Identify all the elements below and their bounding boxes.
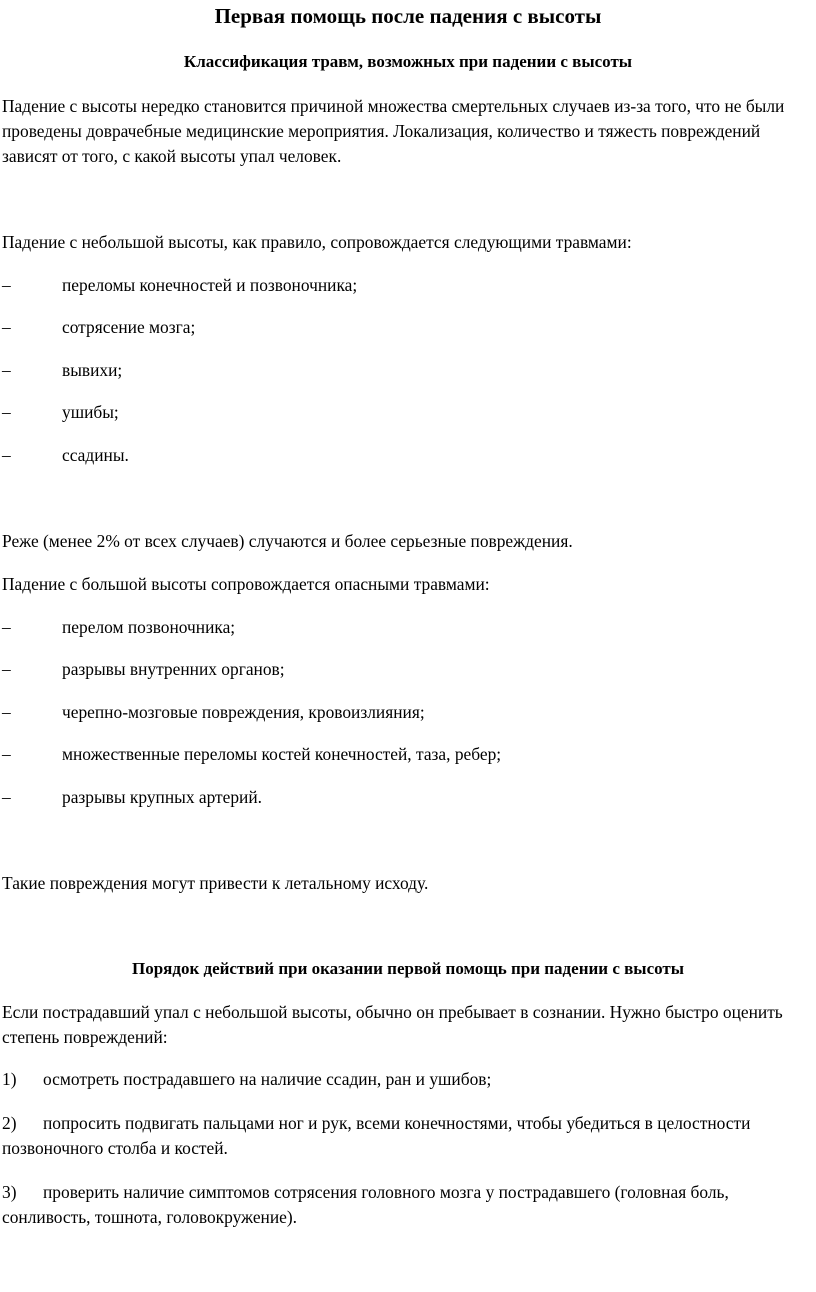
numbered-step [2, 1067, 812, 1092]
list-item-text: разрывы крупных артерий. [62, 787, 263, 807]
list-item [2, 785, 812, 810]
dash-bullet: – [2, 787, 11, 807]
list-item-text: переломы конечностей и позвоночника; [62, 275, 358, 295]
dash-bullet: – [2, 445, 11, 465]
list-item [2, 273, 812, 298]
section-heading-actions: Порядок действий при оказании первой помощь при падении с высоты [131, 959, 685, 978]
low-height-lead: Падение с небольшой высоты, как правило, сопровождается следующими травмами: [2, 232, 632, 252]
list-item-text: множественные переломы костей конечностей, таза, ребер; [62, 744, 502, 764]
list-item [2, 358, 812, 383]
step-number: 1) [2, 1069, 17, 1089]
list-item-text: ссадины. [62, 445, 129, 465]
outcome-paragraph: Такие повреждения могут привести к летальному исходу. [2, 873, 429, 893]
list-item [2, 615, 812, 640]
dash-bullet: – [2, 744, 11, 764]
dash-bullet: – [2, 402, 11, 422]
dash-bullet: – [2, 659, 11, 679]
step-text: проверить наличие симптомов сотрясения головного мозга у пострадавшего (головная боль, сонливость, тошнота, головокружение). [2, 1182, 729, 1227]
list-item [2, 700, 812, 725]
step-text: осмотреть пострадавшего на наличие ссадин, ран и ушибов; [43, 1069, 492, 1089]
actions-intro: Если пострадавший упал с небольшой высоты, обычно он пребывает в сознании. Нужно быстро оценить степень повреждений: [2, 1002, 783, 1047]
dash-bullet: – [2, 317, 11, 337]
page-title: Первая помощь после падения с высоты [214, 4, 602, 28]
list-item-text: разрывы внутренних органов; [62, 659, 285, 679]
dash-bullet: – [2, 617, 11, 637]
section-heading-classification: Классификация травм, возможных при падении с высоты [183, 52, 633, 71]
step-number: 2) [2, 1113, 17, 1133]
list-item-text: перелом позвоночника; [62, 617, 236, 637]
dash-bullet: – [2, 275, 11, 295]
intro-paragraph: Падение с высоты нередко становится причиной множества смертельных случаев из-за того, что не были проведены доврачебные медицинские мероприятия. Локализация, количество и тяжесть повреждений зависят от того, с какой высоты упал человек. [2, 96, 785, 166]
list-item [2, 657, 812, 682]
list-item-text: сотрясение мозга; [62, 317, 196, 337]
step-text: попросить подвигать пальцами ног и рук, всеми конечностями, чтобы убедиться в целостности позвоночного столба и костей. [2, 1113, 751, 1158]
list-item [2, 443, 812, 468]
rare-note: Реже (менее 2% от всех случаев) случаются и более серьезные повреждения. [2, 531, 573, 551]
list-item-text: вывихи; [62, 360, 123, 380]
list-item-text: черепно-мозговые повреждения, кровоизлияния; [62, 702, 425, 722]
list-item [2, 742, 812, 767]
high-height-lead: Падение с большой высоты сопровождается опасными травмами: [2, 574, 490, 594]
list-item [2, 315, 812, 340]
list-item [2, 400, 812, 425]
list-item-text: ушибы; [62, 402, 119, 422]
dash-bullet: – [2, 360, 11, 380]
numbered-step [2, 1111, 812, 1161]
dash-bullet: – [2, 702, 11, 722]
numbered-step [2, 1180, 812, 1230]
step-number: 3) [2, 1182, 17, 1202]
